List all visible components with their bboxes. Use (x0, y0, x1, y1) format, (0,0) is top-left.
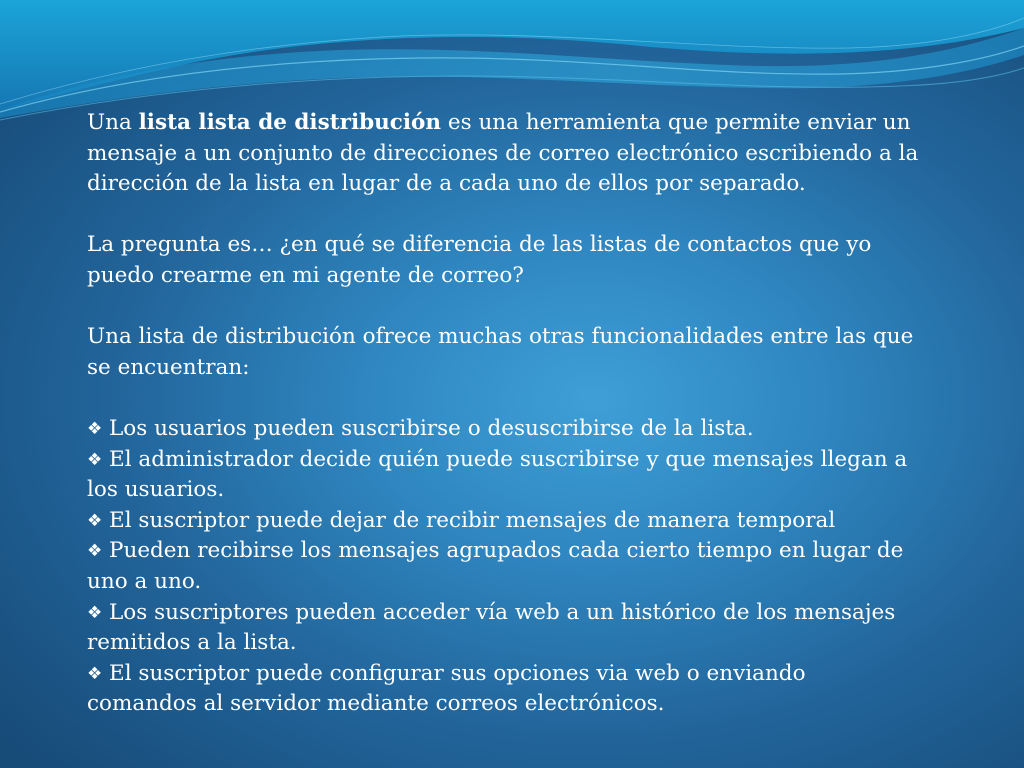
diamond-bullet-icon: ❖ (87, 541, 103, 562)
list-item (87, 536, 922, 597)
paragraph-definition-rest: es una herramienta que permite enviar un mensaje a un conjunto de direcciones de correo electrónico escribiendo a la dirección de la lista en lugar de a cada uno de ellos por separado. (87, 110, 919, 197)
list-item (87, 414, 922, 445)
list-item-text: El suscriptor puede dejar de recibir mensajes de manera temporal (109, 507, 836, 533)
list-item (87, 445, 922, 506)
slide-body (87, 108, 922, 720)
diamond-bullet-icon: ❖ (87, 510, 103, 531)
list-item (87, 659, 922, 720)
spacer (87, 292, 922, 323)
list-item (87, 506, 922, 537)
bullet-list (87, 414, 922, 720)
diamond-bullet-icon: ❖ (87, 449, 103, 470)
diamond-bullet-icon: ❖ (87, 418, 103, 439)
list-item-text: El suscriptor puede configurar sus opciones via web o enviando comandos al servidor mediante correos electrónicos. (87, 660, 806, 717)
spacer (87, 383, 922, 414)
diamond-bullet-icon: ❖ (87, 602, 103, 623)
list-item-text: Pueden recibirse los mensajes agrupados cada cierto tiempo en lugar de uno a uno. (87, 538, 904, 594)
spacer (87, 200, 922, 231)
list-item-text: Los usuarios pueden suscribirse o desuscribirse de la lista. (109, 415, 754, 441)
paragraph-definition (87, 108, 922, 200)
paragraph-definition-prefix: Una (87, 110, 139, 135)
list-item-text: Los suscriptores pueden acceder vía web a un histórico de los mensajes remitidos a la lista. (87, 599, 896, 656)
diamond-bullet-icon: ❖ (87, 663, 103, 684)
list-item (87, 598, 922, 659)
list-item-text: El administrador decide quién puede suscribirse y que mensajes llegan a los usuarios. (87, 446, 908, 503)
paragraph-intro: Una lista de distribución ofrece muchas otras funcionalidades entre las que se encuentran: (87, 324, 914, 380)
term-bold: lista lista de distribución (138, 110, 442, 135)
paragraph-question: La pregunta es… ¿en qué se diferencia de las listas de contactos que yo puedo crearme en mi agente de correo? (87, 232, 872, 288)
